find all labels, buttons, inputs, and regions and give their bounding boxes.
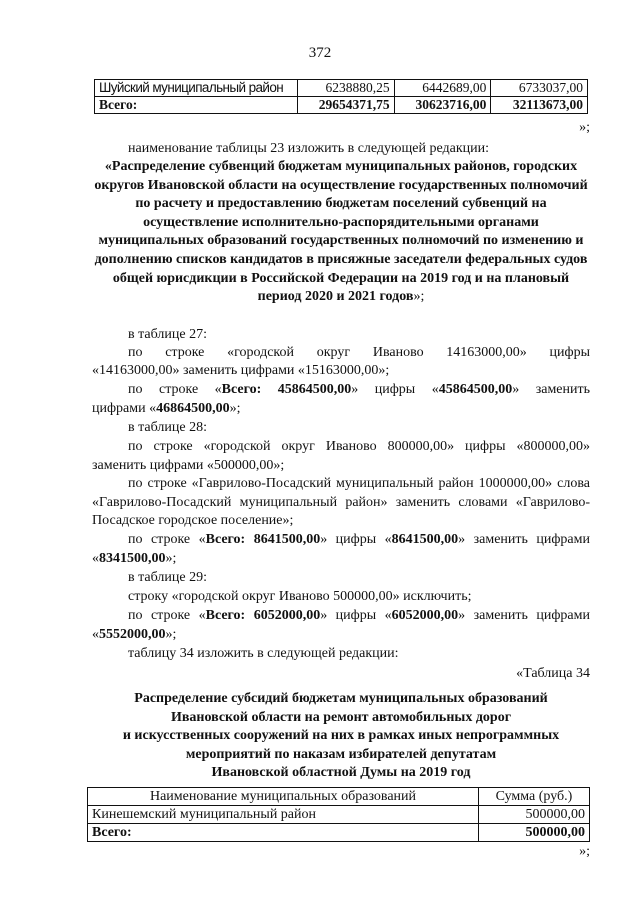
t27-line2 [128, 381, 590, 400]
table-cell-value: 6238880,25 [298, 80, 395, 97]
top-table [94, 79, 588, 114]
t28-p3b [92, 550, 590, 569]
t27-line1a: по строке «городской округ Иваново 14163000,00» цифры [128, 345, 590, 360]
t34-title-line: Распределение субсидий бюджетам муниципальных образований [134, 691, 548, 706]
t27-line2b [92, 400, 590, 419]
table23-title-end: »; [413, 289, 425, 305]
text: »; [165, 551, 177, 566]
column-header-sum: Сумма (руб.) [479, 788, 590, 806]
table-cell-value: 30623716,00 [394, 97, 491, 114]
t29-p1: строку «городской округ Иваново 500000,00» исключить; [128, 589, 472, 604]
table-cell-name: Кинешемский муниципальный район [88, 806, 479, 824]
text: « [92, 627, 99, 642]
table-cell-value: 6733037,00 [491, 80, 588, 97]
text: » цифры « [320, 608, 392, 623]
bold-text: 46864500,00 [156, 401, 230, 416]
t34-table [87, 787, 590, 842]
table-cell-value: 32113673,00 [491, 97, 588, 114]
text: « [92, 551, 99, 566]
text: » заменить [512, 382, 591, 397]
table-row [88, 806, 590, 824]
t34-title-line: мероприятий по наказам избирателей депутатам [185, 746, 497, 762]
bold-text: 8641500,00 [391, 532, 459, 547]
t28-p2: по строке «Гаврилово-Посадский муниципальный район 1000000,00» слова «Гаврилово-Посадский муниципальный район» заменить словами «Гаврилово-Посадское городское поселение»; [92, 476, 590, 529]
t28-p3 [128, 531, 590, 550]
table-header-row [88, 788, 590, 806]
table-cell-sum: 500000,00 [479, 824, 590, 842]
text: »; [165, 627, 177, 642]
column-header-name: Наименование муниципальных образований [88, 788, 479, 806]
t28-p1: по строке «городской округ Иваново 800000,00» цифры «800000,00» заменить цифрами «500000,00»; [92, 439, 590, 473]
t34-intro: таблицу 34 изложить в следующей редакции: [128, 646, 399, 661]
t28-header: в таблице 28: [128, 420, 207, 435]
bold-text: 45864500,00 [438, 382, 513, 397]
t34-title-line: Ивановской областной Думы на 2019 год [211, 765, 471, 781]
bold-text: Всего: 45864500,00 [221, 382, 352, 397]
text: цифрами « [92, 401, 157, 416]
bold-text: 6052000,00 [391, 608, 459, 623]
t34-title-line: и искусственных сооружений на них в рамках иных непрограммных [122, 728, 560, 744]
t27-line1b: «14163000,00» заменить цифрами «15163000,00»; [92, 363, 390, 378]
t29-p2b [92, 626, 590, 645]
table-cell-value: 29654371,75 [298, 97, 395, 114]
text: » цифры « [320, 532, 392, 547]
text: »; [229, 401, 241, 416]
bold-text: Всего: 6052000,00 [205, 608, 321, 623]
table23-title-text: «Распределение субвенций бюджетам муниципальных районов, городских округов Ивановской области на осуществление государственных полномочий по расчету и предоставлению бюджетам поселений субвенций на осуществление исполнительно-распорядительными органами муниципальных образований государственных полномочий по изменению и дополнению списков кандидатов в присяжные заседатели федеральных судов общей юрисдикции в Российской Федерации на 2019 год и на плановый период 2020 и 2021 годов [94, 159, 588, 305]
table-cell-name: Всего: [95, 97, 298, 114]
closing-quote: »; [579, 844, 590, 859]
bold-text: 8341500,00 [99, 551, 166, 566]
t34-title [92, 690, 590, 783]
table-cell-name: Всего: [88, 824, 479, 842]
t34-label: «Таблица 34 [516, 666, 590, 681]
t34-title-line: Ивановской области на ремонт автомобильных дорог [170, 709, 512, 725]
table-row-total [95, 97, 588, 114]
text: по строке « [128, 532, 206, 547]
table23-title [92, 158, 590, 307]
text: по строке « [128, 382, 222, 397]
page-number: 372 [308, 45, 332, 61]
table-row [95, 80, 588, 97]
t29-header: в таблице 29: [128, 570, 207, 585]
text: » заменить цифрами [458, 608, 590, 623]
bold-text: 5552000,00 [99, 627, 166, 642]
table-cell-sum: 500000,00 [479, 806, 590, 824]
table-cell-name: Шуйский муниципальный район [95, 80, 298, 97]
text: » цифры « [351, 382, 439, 397]
closing-quote: »; [579, 120, 590, 135]
text: » заменить цифрами [458, 532, 590, 547]
table-row-total [88, 824, 590, 842]
table-cell-value: 6442689,00 [394, 80, 491, 97]
text: по строке « [128, 608, 206, 623]
paragraph-table23-intro: наименование таблицы 23 изложить в следующей редакции: [128, 141, 490, 156]
bold-text: Всего: 8641500,00 [205, 532, 321, 547]
t29-p2 [128, 607, 590, 626]
t27-header: в таблице 27: [128, 327, 207, 342]
